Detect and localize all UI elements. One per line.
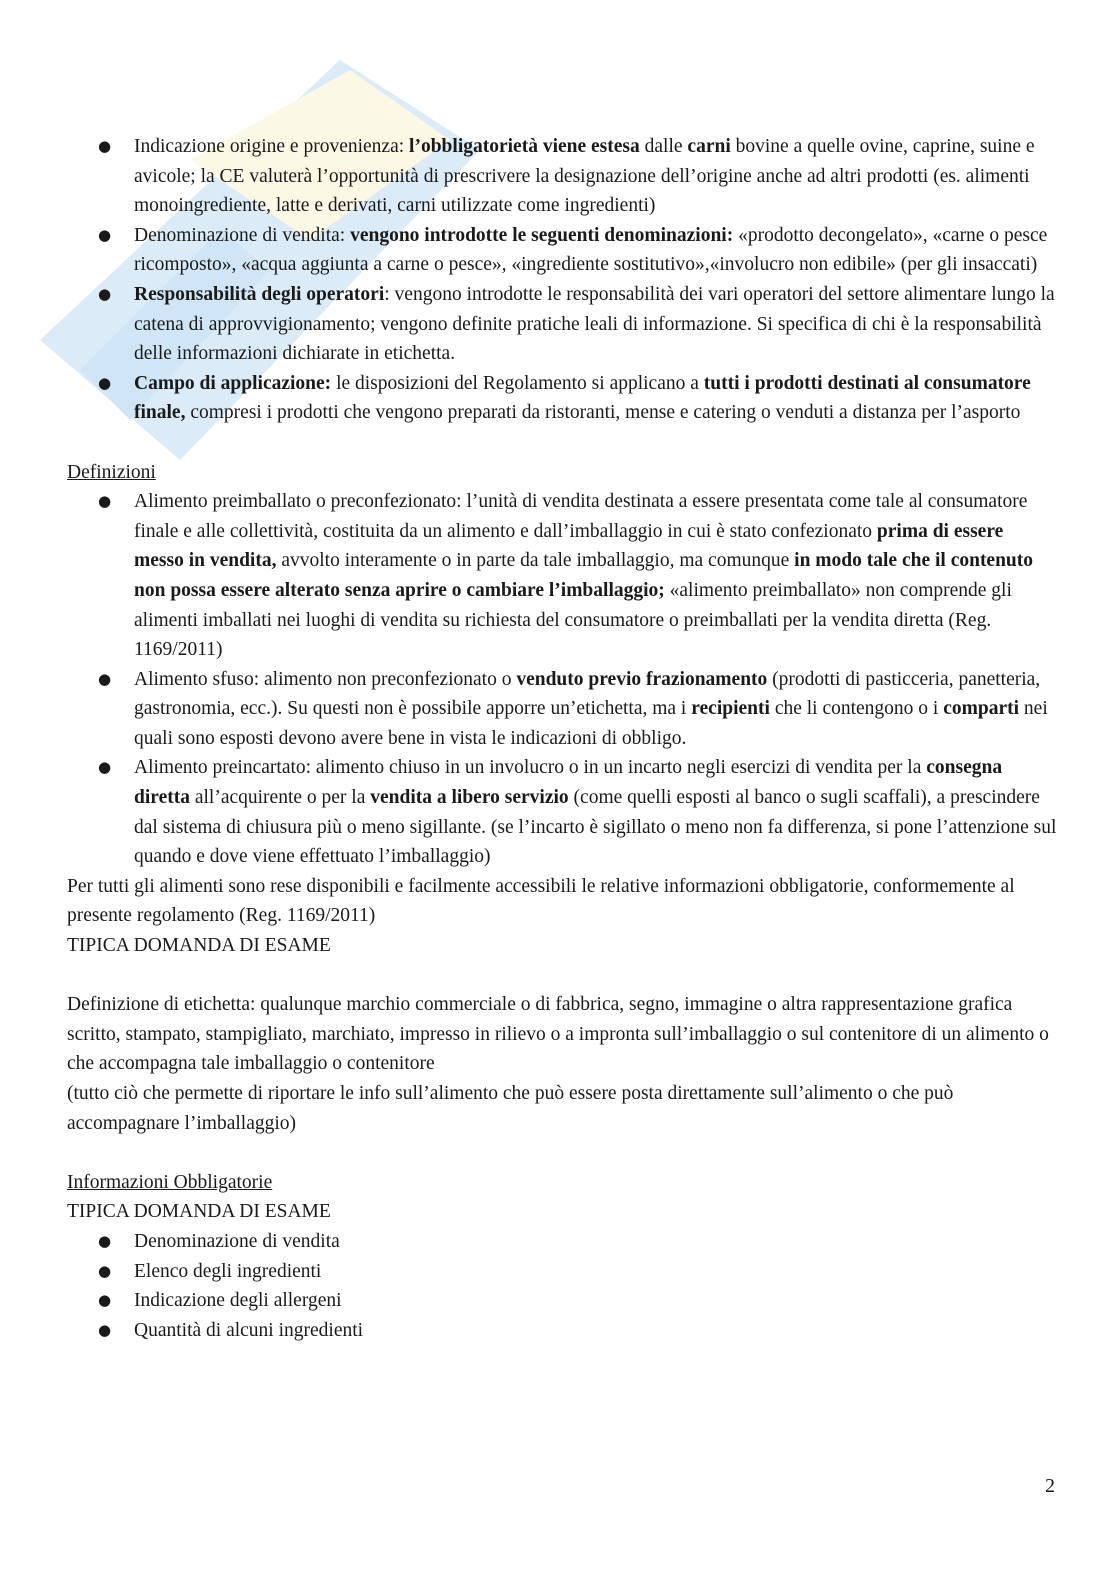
definition-item xyxy=(67,753,1057,871)
text-run: le disposizioni del Regolamento si applicano a xyxy=(331,372,704,394)
exam-tag: TIPICA DOMANDA DI ESAME xyxy=(67,1201,331,1223)
page-number: 2 xyxy=(1045,1475,1055,1497)
bold-text: vengono introdotte le seguenti denominazioni: xyxy=(350,224,734,246)
definition-item xyxy=(67,487,1057,665)
list-item xyxy=(67,132,1057,221)
text-run: nei quali sono esposti devono avere bene in vista le indicazioni di obbligo. xyxy=(134,698,1048,749)
text-run: che li contengono o i xyxy=(769,698,944,720)
text-run: : vengono introdotte le responsabilità dei vari operatori del settore alimentare lungo la catena di approvvigionamento; vengono definite pratiche leali di informazione. Si specifica di chi è la responsabilità delle informazioni dichiarate in etichetta. xyxy=(134,283,1055,365)
etichetta-note: (tutto ciò che permette di riportare le info sull’alimento che può essere posta direttamente sull’alimento o che può accompagnare l’imballaggio) xyxy=(67,1083,954,1134)
bold-text: in modo tale che il contenuto non possa essere alterato senza aprire o cambiare l’imballaggio; xyxy=(134,550,1034,601)
text-run: compresi i prodotti che vengono preparati da ristoranti, mense e catering o venduti a distanza per l’asporto xyxy=(185,402,1021,424)
list-item: ● Denominazione di vendita xyxy=(67,1227,1057,1257)
text-run: avvolto interamente o in parte da tale imballaggio, ma comunque xyxy=(276,550,795,572)
bold-text: Responsabilità degli operatori xyxy=(134,283,385,305)
text-run: (come quelli esposti al banco o sugli scaffali), a prescindere dal sistema di chiusura più o meno sigillante. (se l’incarto è sigillato o meno non fa differenza, si pone l’attenzione sul quando e dove viene effettuato l’imballaggio) xyxy=(134,787,1057,868)
origin-rules-list xyxy=(67,132,1057,428)
text-run: Alimento preimballato o preconfezionato: l’unità di vendita destinata a essere presentata come tale al consumatore finale e alle collettività, costituita da un alimento e dall’imballaggio in cui è stato confezionato xyxy=(134,491,1028,542)
list-item: ● Elenco degli ingredienti xyxy=(67,1257,1057,1287)
bold-text: prima di essere messo in vendita, xyxy=(134,520,1004,572)
bold-text: comparti xyxy=(943,698,1020,720)
bold-text: tutti i prodotti destinati al consumatore finale, xyxy=(134,372,1031,424)
text-run: Denominazione di vendita: xyxy=(134,224,351,246)
etichetta-definition: Definizione di etichetta: qualunque marchio commerciale o di fabbrica, segno, immagine o altra rappresentazione grafica scritto, stampato, stampigliato, marchiato, impresso in rilievo o a impronta sull’imballaggio o sul contenitore di un alimento o che accompagna tale imballaggio o contenitore xyxy=(67,994,1049,1075)
text-run: «alimento preimballato» non comprende gli alimenti imballati nei luoghi di vendita su richiesta del consumatore o preimballati per la vendita diretta (Reg. 1169/2011) xyxy=(134,579,1012,661)
informazioni-heading: Informazioni Obbligatorie xyxy=(67,1171,273,1193)
list-item xyxy=(67,369,1057,428)
bold-text: venduto previo frazionamento xyxy=(516,668,768,690)
list-item xyxy=(67,280,1057,369)
text-run: «prodotto decongelato», «carne o pesce ricomposto», «acqua aggiunta a carne o pesce», «ingrediente sostitutivo»,«involucro non edibile» (per gli insaccati) xyxy=(134,224,1048,276)
bold-text: l’obbligatorietà viene estesa xyxy=(409,136,640,157)
text-run: (prodotti di pasticceria, panetteria, gastronomia, ecc.). Su questi non è possibile apporre un’etichetta, ma i xyxy=(134,668,1041,720)
text-run: bovine a quelle ovine, caprine, suine e avicole; la CE valuterà l’opportunità di prescrivere la designazione dell’origine anche ad altri prodotti (es. alimenti monoingrediente, latte e derivati, carni utilizzate come ingredienti) xyxy=(134,136,1035,217)
text-run: all’acquirente o per la xyxy=(189,787,371,809)
text-run: dalle xyxy=(639,136,688,157)
definizioni-heading: Definizioni xyxy=(67,461,156,483)
list-item: ● Quantità di alcuni ingredienti xyxy=(67,1316,1057,1346)
document-page xyxy=(67,132,1057,1345)
bold-text: carni xyxy=(687,136,731,157)
text-run: Indicazione origine e provenienza: xyxy=(134,136,410,157)
bold-text: consegna diretta xyxy=(134,757,1003,809)
bold-text: Campo di applicazione: xyxy=(134,372,332,394)
text-run: Alimento sfuso: alimento non preconfezionato o xyxy=(134,668,517,690)
list-item xyxy=(67,221,1057,280)
mandatory-info-list xyxy=(67,1227,1057,1345)
definizioni-note: Per tutti gli alimenti sono rese disponibili e facilmente accessibili le relative informazioni obbligatorie, conformemente al presente regolamento (Reg. 1169/2011) xyxy=(67,875,1015,927)
text-run: Alimento preincartato: alimento chiuso in un involucro o in un incarto negli esercizi di vendita per la xyxy=(134,757,927,779)
exam-tag: TIPICA DOMANDA DI ESAME xyxy=(67,935,331,957)
bold-text: vendita a libero servizio xyxy=(370,787,569,809)
list-item: ● Indicazione degli allergeni xyxy=(67,1286,1057,1316)
bold-text: recipienti xyxy=(691,698,770,720)
definition-item xyxy=(67,665,1057,754)
definitions-list xyxy=(67,487,1057,872)
